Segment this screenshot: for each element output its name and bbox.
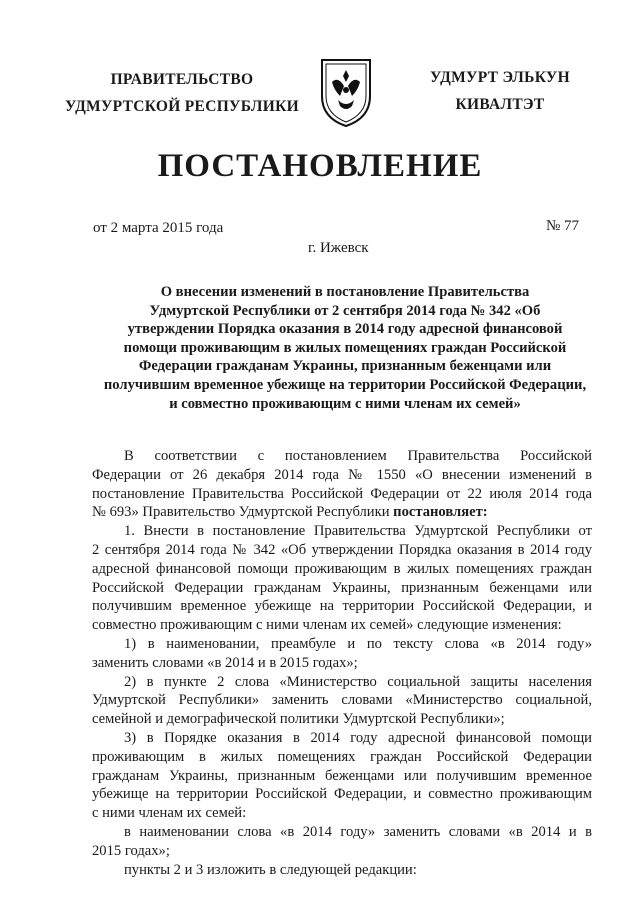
- issuer-name-russian: [62, 66, 302, 120]
- coat-of-arms-icon: [318, 56, 374, 128]
- body-line: 3) в Порядке оказания в 2014 году адресной финансовой помощи: [124, 729, 592, 746]
- subject-line: О внесении изменений в постановление Правительства: [160, 284, 530, 300]
- body-line: Российской Федерации гражданам Украины, признанным беженцами или: [92, 579, 592, 596]
- document-date: от 2 марта 2015 года: [93, 220, 224, 236]
- body-line: совместно проживающим с ними членам их семей» следующие изменения:: [92, 617, 562, 634]
- body-line: 2) в пункте 2 слова «Министерство социальной защиты населения: [124, 673, 592, 690]
- subject-line: утверждении Порядка оказания в 2014 году адресной финансовой: [127, 321, 563, 338]
- body-line: В соответствии с постановлением Правительства Российской: [124, 448, 592, 464]
- document-city: г. Ижевск: [308, 240, 369, 256]
- subject-line: получившим временное убежище на территории Российской Федерации,: [103, 376, 587, 393]
- issuer-line: КИВАЛТЭТ: [455, 96, 545, 113]
- body-line: 1. Внести в постановление Правительства Удмуртской Республики от: [124, 523, 592, 540]
- body-line: постановление Правительства Российской Федерации от 22 июля 2014 года: [92, 485, 592, 502]
- subject-line: Удмуртской Республики от 2 сентября 2014 года № 342 «Об: [149, 302, 541, 319]
- document-body: [92, 447, 592, 879]
- subject-line: и совместно проживающим с ними членам их семей»: [169, 395, 521, 412]
- body-line: адресной финансовой помощи проживающим в жилых помещениях граждан: [92, 560, 592, 577]
- body-line: Удмуртской Республики» заменить словами «Министерство социальной,: [92, 692, 592, 709]
- issuer-line: УДМУРТ ЭЛЬКУН: [430, 69, 570, 86]
- body-line: гражданам Украины, признанным беженцами или получившим временное: [92, 767, 592, 784]
- issuer-line: ПРАВИТЕЛЬСТВО: [110, 71, 254, 88]
- issuer-line: УДМУРТСКОЙ РЕСПУБЛИКИ: [64, 98, 299, 115]
- body-line: с ними членам их семей:: [92, 805, 247, 822]
- document-subject: [100, 283, 590, 413]
- operative-word: постановляет:: [393, 504, 488, 521]
- body-line: 1) в наименовании, преамбуле и по тексту слова «в 2014 году»: [124, 635, 592, 652]
- subject-line: Федерации гражданам Украины, признанным беженцами или: [138, 358, 552, 375]
- body-line: 2015 годах»;: [92, 842, 170, 859]
- issuer-name-udmurt: [415, 64, 585, 118]
- document-number: № 77: [546, 218, 580, 234]
- body-line: убежище на территории Российской Федерации, и совместно проживающим: [92, 786, 592, 803]
- body-line: семейной и демографической политики Удмуртской Республики»;: [92, 711, 505, 728]
- body-line: получившим временное убежище на территории Российской Федерации, и: [92, 598, 592, 615]
- body-line: проживающим в жилых помещениях граждан Российской Федерации: [92, 748, 592, 765]
- subject-line: помощи проживающим в жилых помещениях граждан Российской: [123, 339, 567, 356]
- body-line: в наименовании слова «в 2014 году» заменить словами «в 2014 и в: [124, 823, 592, 840]
- document-type-title: ПОСТАНОВЛЕНИЕ: [157, 148, 483, 184]
- body-line: пункты 2 и 3 изложить в следующей редакции:: [124, 861, 417, 878]
- body-line: заменить словами «в 2014 и в 2015 годах»;: [92, 654, 358, 671]
- body-line: Федерации от 26 декабря 2014 года № 1550 «О внесении изменений в: [92, 466, 592, 483]
- body-line: 2 сентября 2014 года № 342 «Об утверждении Порядка оказания в 2014 году: [92, 541, 592, 558]
- body-line-text: № 693» Правительство Удмуртской Республики: [92, 504, 390, 521]
- body-line-with-operative-word: [92, 503, 592, 522]
